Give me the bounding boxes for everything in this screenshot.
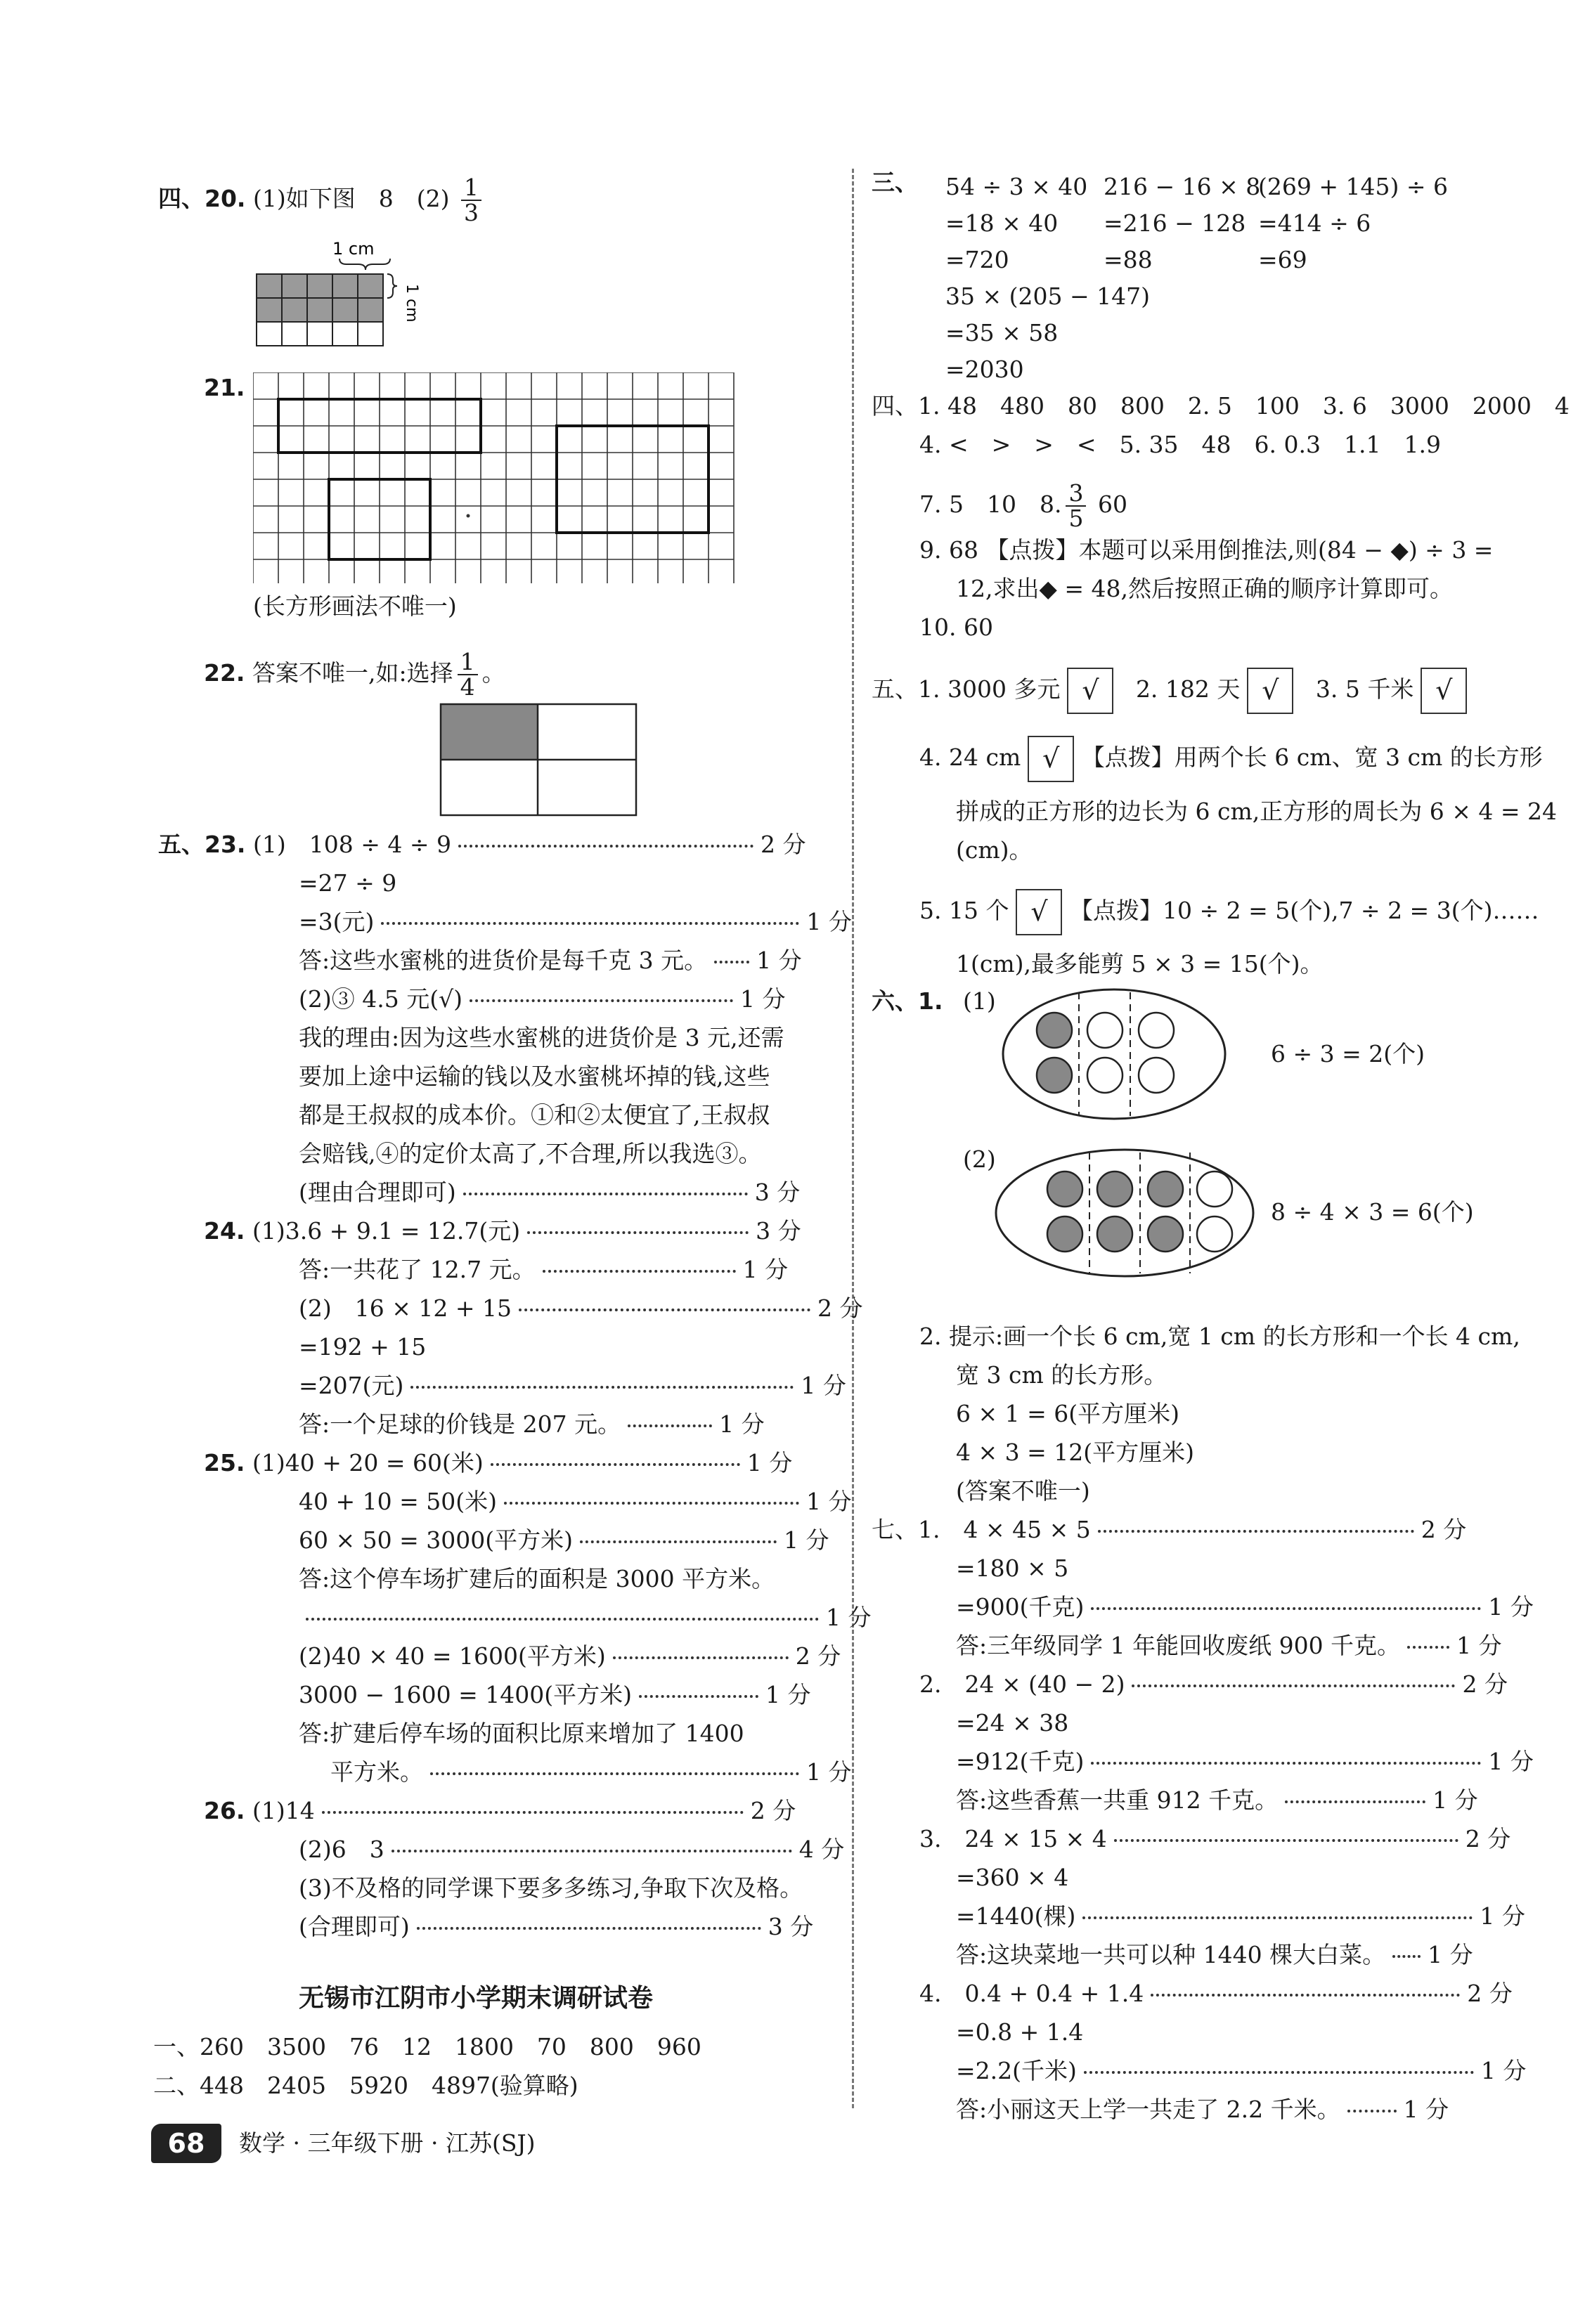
q23-line10: (理由合理即可) 3 分 <box>299 1179 801 1206</box>
q7-1-line2: =180 × 5 <box>956 1554 1069 1582</box>
q22-fraction: $\frac{1}{4}$ <box>458 650 478 699</box>
q24-line2: 答:一共花了 12.7 元。 1 分 <box>299 1256 789 1283</box>
q7-1-line1: 七、1. 4 × 45 × 5 2 分 <box>872 1516 1467 1543</box>
column-divider <box>852 169 854 2108</box>
section5-line5: 5. 15 个 √ 【点拨】10 ÷ 2 = 5(个),7 ÷ 2 = 3(个)…… <box>919 888 1539 935</box>
section6-number: 六、1. <box>872 987 943 1015</box>
q20-cm-side-label: 1 cm <box>403 284 420 323</box>
oval-diagram-1 <box>998 984 1230 1124</box>
q23-line9: 会赔钱,④的定价太高了,不合理,所以我选③。 <box>299 1140 762 1167</box>
calc-col4: 35 × (205 − 147) =35 × 58 =2030 <box>945 283 1150 383</box>
q23-line2: =27 ÷ 9 <box>299 869 397 897</box>
q23-line4: 答:这些水蜜桃的进货价是每千克 3 元。 1 分 <box>299 947 802 974</box>
q25-line9: 平方米。 1 分 <box>330 1758 852 1786</box>
footer-text: 数学 · 三年级下册 · 江苏(SJ) <box>239 2129 536 2157</box>
check-box-1: √ <box>1067 668 1113 714</box>
q25-line1: 25. (1)40 + 20 = 60(米) 1 分 <box>204 1449 793 1476</box>
calc-col3: (269 + 145) ÷ 6 =414 ÷ 6 =69 <box>1258 173 1448 273</box>
q23-line8: 都是王叔叔的成本价。①和②太便宜了,王叔叔 <box>299 1101 770 1129</box>
section6-part1: (1) <box>963 987 996 1015</box>
q23-line5: (2)③ 4.5 元(√) 1 分 <box>299 985 786 1013</box>
section5-line1: 五、1. 3000 多元 √ 2. 182 天 √ 3. 5 千米 √ <box>872 666 1467 714</box>
q21-number: 21. <box>204 374 245 401</box>
q25-line6: (2)40 × 40 = 1600(平方米) 2 分 <box>299 1642 841 1670</box>
calc-col1: 54 ÷ 3 × 40 =18 × 40 =720 <box>945 173 1088 273</box>
section6-eq2: 8 ÷ 4 × 3 = 6(个) <box>1271 1198 1474 1226</box>
q20-text: (1)如下图 8 (2) <box>252 185 450 212</box>
check-box-5: √ <box>1016 889 1062 935</box>
q23-line7: 要加上途中运输的钱以及水蜜桃坏掉的钱,这些 <box>299 1063 770 1090</box>
q20-line <box>158 176 486 225</box>
section2-answers: 二、448 2405 5920 4897(验算略) <box>153 2072 578 2099</box>
q7-2-line1: 2. 24 × (40 − 2) 2 分 <box>919 1670 1508 1698</box>
q24-line5: =207(元) 1 分 <box>299 1372 846 1399</box>
q24-line6: 答:一个足球的价钱是 207 元。 1 分 <box>299 1410 765 1438</box>
section5-line4: (cm)。 <box>956 836 1033 864</box>
section6-line3: 6 × 1 = 6(平方厘米) <box>956 1400 1179 1427</box>
q22-number: 22. <box>204 659 245 687</box>
check-box-4: √ <box>1028 736 1074 782</box>
q20-grid-figure <box>250 239 432 358</box>
check-box-2: √ <box>1247 668 1293 714</box>
q25-line8: 答:扩建后停车场的面积比原来增加了 1400 <box>299 1720 744 1747</box>
q24-line4: =192 + 15 <box>299 1333 427 1361</box>
section6-part2: (2) <box>963 1145 996 1173</box>
q7-3-line3: =1440(棵) 1 分 <box>956 1902 1525 1930</box>
q21-note: (长方形画法不唯一) <box>253 592 457 620</box>
section4-line3: 7. 5 10 8. $\frac{3}{5}$ 60 <box>919 479 1127 532</box>
section6-line4: 4 × 3 = 12(平方厘米) <box>956 1439 1194 1466</box>
section6-line1: 2. 提示:画一个长 6 cm,宽 1 cm 的长方形和一个长 4 cm, <box>919 1323 1520 1350</box>
q20-cm-top-label: 1 cm <box>332 239 375 259</box>
q7-4-line3: =2.2(千米) 1 分 <box>956 2057 1527 2084</box>
q26-line2: (2)6 3 4 分 <box>299 1836 845 1863</box>
q24-line3: (2) 16 × 12 + 15 2 分 <box>299 1294 863 1322</box>
page-number-badge: 68 <box>151 2124 221 2163</box>
section-title: 无锡市江阴市小学期末调研试卷 <box>299 1984 654 2013</box>
q7-2-line4: 答:这些香蕉一共重 912 千克。 1 分 <box>956 1786 1478 1814</box>
q7-3-line2: =360 × 4 <box>956 1864 1069 1891</box>
section4-line6: 10. 60 <box>919 614 993 641</box>
q23-line6: 我的理由:因为这些水蜜桃的进货价是 3 元,还需 <box>299 1024 784 1051</box>
section4-line5: 12,求出◆ = 48,然后按照正确的顺序计算即可。 <box>956 575 1453 602</box>
q7-4-line4: 答:小丽这天上学一共走了 2.2 千米。 1 分 <box>956 2096 1449 2123</box>
calc-col2: 216 − 16 × 8 =216 − 128 =88 <box>1104 173 1261 273</box>
q24-line1: 24. (1)3.6 + 9.1 = 12.7(元) 3 分 <box>204 1217 801 1245</box>
q25-line2: 40 + 10 = 50(米) 1 分 <box>299 1488 852 1515</box>
q25-line5: 1 分 <box>299 1604 872 1632</box>
q7-1-line3: =900(千克) 1 分 <box>956 1593 1534 1621</box>
q23-line3: =3(元) 1 分 <box>299 908 852 935</box>
q7-1-line4: 答:三年级同学 1 年能回收废纸 900 千克。 1 分 <box>956 1632 1502 1659</box>
section4-line4: 9. 68 【点拨】本题可以采用倒推法,则(84 − ◆) ÷ 3 = <box>919 536 1494 564</box>
q21-grid-figure <box>253 372 773 583</box>
q20-fraction: $\frac{1}{3}$ <box>461 176 481 225</box>
section5-line6: 1(cm),最多能剪 5 × 3 = 15(个)。 <box>956 950 1324 978</box>
q22-quarter-rectangle <box>439 703 640 819</box>
q26-line4: (合理即可) 3 分 <box>299 1913 814 1940</box>
section6-line2: 宽 3 cm 的长方形。 <box>956 1361 1167 1389</box>
check-box-3: √ <box>1421 668 1467 714</box>
q22-line: 22. 答案不唯一,如:选择 $\frac{1}{4}$ 。 <box>204 648 505 701</box>
q23-line1: 五、23. (1) 108 ÷ 4 ÷ 9 2 分 <box>158 831 806 858</box>
q25-line7: 3000 − 1600 = 1400(平方米) 1 分 <box>299 1681 811 1708</box>
q7-4-line2: =0.8 + 1.4 <box>956 2018 1084 2046</box>
q26-line1: 26. (1)14 2 分 <box>204 1797 796 1824</box>
q25-line3: 60 × 50 = 3000(平方米) 1 分 <box>299 1526 829 1554</box>
section3-number: 三、 <box>872 169 918 196</box>
q7-2-line3: =912(千克) 1 分 <box>956 1748 1534 1775</box>
q26-line3: (3)不及格的同学课下要多多练习,争取下次及格。 <box>299 1874 803 1902</box>
section1-answers: 一、260 3500 76 12 1800 70 800 960 <box>153 2033 701 2060</box>
oval-diagram-2 <box>991 1144 1258 1282</box>
section4-line2: 4. < > > < 5. 35 48 6. 0.3 1.1 1.9 <box>919 431 1441 458</box>
q22-text: 答案不唯一,如:选择 <box>252 659 453 687</box>
section6-eq1: 6 ÷ 3 = 2(个) <box>1271 1040 1425 1067</box>
q7-3-line1: 3. 24 × 15 × 4 2 分 <box>919 1825 1511 1852</box>
section4-line1: 四、1. 48 480 80 800 2. 5 100 3. 6 3000 2000 4 <box>872 392 1570 420</box>
section5-line3: 拼成的正方形的边长为 6 cm,正方形的周长为 6 × 4 = 24 <box>956 798 1557 825</box>
section6-line5: (答案不唯一) <box>956 1477 1090 1505</box>
q7-2-line2: =24 × 38 <box>956 1709 1069 1736</box>
q20-number: 四、20. <box>158 185 246 212</box>
q7-3-line4: 答:这块菜地一共可以种 1440 棵大白菜。 1 分 <box>956 1941 1473 1968</box>
section5-line2: 4. 24 cm √ 【点拨】用两个长 6 cm、宽 3 cm 的长方形 <box>919 734 1543 782</box>
q25-line4: 答:这个停车场扩建后的面积是 3000 平方米。 <box>299 1565 775 1592</box>
q7-4-line1: 4. 0.4 + 0.4 + 1.4 2 分 <box>919 1980 1513 2007</box>
